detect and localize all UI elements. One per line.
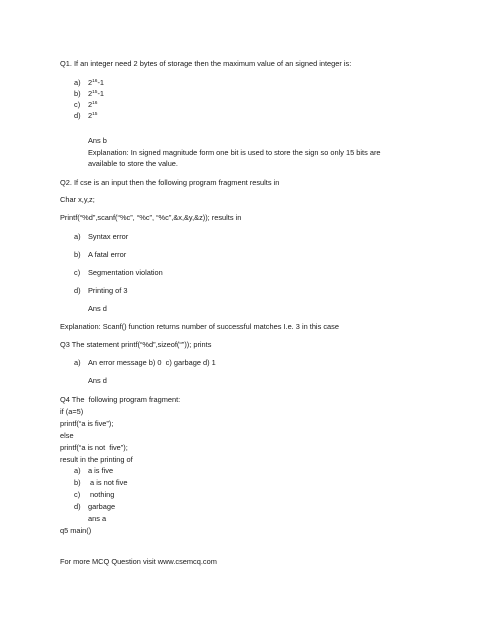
option-marker: a)	[74, 358, 81, 367]
q1-question: Q1. If an integer need 2 bytes of storage then the maximum value of an signed integer is:	[60, 59, 352, 68]
q1-option-a	[74, 79, 104, 88]
option-text: Syntax error	[88, 232, 129, 241]
q5-question: q5 main()	[60, 526, 92, 535]
option-marker: b)	[74, 250, 81, 259]
option-marker: a)	[74, 232, 81, 241]
q4-question: Q4 The following program fragment:	[60, 395, 181, 404]
option-marker: d)	[74, 111, 81, 120]
q1-option-c	[74, 101, 97, 110]
option-exponent: 15	[92, 112, 98, 117]
option-marker: b)	[74, 89, 81, 98]
option-text: garbage	[88, 502, 116, 511]
q2-option-c	[74, 269, 163, 278]
q2-option-b	[74, 251, 126, 260]
option-text: nothing	[88, 490, 115, 499]
option-text: An error message b) 0 c) garbage d) 1	[88, 358, 216, 367]
q4-answer: ans a	[88, 514, 107, 523]
q2-answer: Ans d	[88, 304, 107, 313]
option-marker: b)	[74, 478, 81, 487]
q1-answer: Ans b	[88, 136, 107, 145]
option-exponent: 16	[92, 79, 98, 84]
option-suffix: -1	[97, 78, 105, 87]
option-base: 2	[88, 100, 93, 109]
footer-note: For more MCQ Question visit www.csemcq.com	[60, 557, 217, 566]
option-text: a is not five	[88, 478, 128, 487]
option-marker: c)	[74, 100, 81, 109]
option-base: 2	[88, 89, 93, 98]
q2-explanation: Explanation: Scanf() function returns number of successful matches I.e. 3 in this case	[60, 322, 339, 331]
q3-question: Q3 The statement printf(“%d”,sizeof(“”)); prints	[60, 340, 212, 349]
q2-option-a	[74, 233, 128, 242]
q1-option-b	[74, 90, 104, 99]
option-suffix: -1	[97, 89, 105, 98]
q2-code-line-1: Char x,y,z;	[60, 195, 95, 204]
q4-code-line-3: else	[60, 431, 74, 440]
option-marker: d)	[74, 286, 81, 295]
q4-option-c	[74, 491, 114, 500]
q4-code-line-1: if (a=5)	[60, 407, 84, 416]
option-marker: d)	[74, 502, 81, 511]
option-text: A fatal error	[88, 250, 127, 259]
q4-option-a	[74, 467, 113, 476]
option-exponent: 15	[92, 90, 98, 95]
option-marker: a)	[74, 466, 81, 475]
q3-options	[74, 359, 216, 368]
option-base: 2	[88, 78, 93, 87]
option-marker: c)	[74, 490, 81, 499]
q2-code-line-2: Printf(“%d”,scanf(“%c”, “%c”, “%c”,&x,&y,&z)); results in	[60, 213, 242, 222]
q4-option-d	[74, 503, 115, 512]
option-text: Segmentation violation	[88, 268, 163, 277]
q1-explanation-line-1: Explanation: In signed magnitude form one bit is used to store the sign so only 15 bits are	[88, 148, 381, 157]
q2-option-d	[74, 287, 127, 296]
q3-answer: Ans d	[88, 376, 107, 385]
option-text: a is five	[88, 466, 114, 475]
q4-code-line-5: result in the printing of	[60, 455, 133, 464]
q4-code-line-4: printf(“a is not five”);	[60, 443, 128, 452]
q4-code-line-2: printf(“a is five”);	[60, 419, 114, 428]
q1-option-d	[74, 112, 97, 121]
option-exponent: 16	[92, 101, 98, 106]
option-marker: a)	[74, 78, 81, 87]
option-base: 2	[88, 111, 93, 120]
option-marker: c)	[74, 268, 81, 277]
q2-question: Q2. If cse is an input then the following program fragment results in	[60, 178, 280, 187]
q4-option-b	[74, 479, 127, 488]
option-text: Printing of 3	[88, 286, 128, 295]
q1-explanation-line-2: available to store the value.	[88, 159, 178, 168]
